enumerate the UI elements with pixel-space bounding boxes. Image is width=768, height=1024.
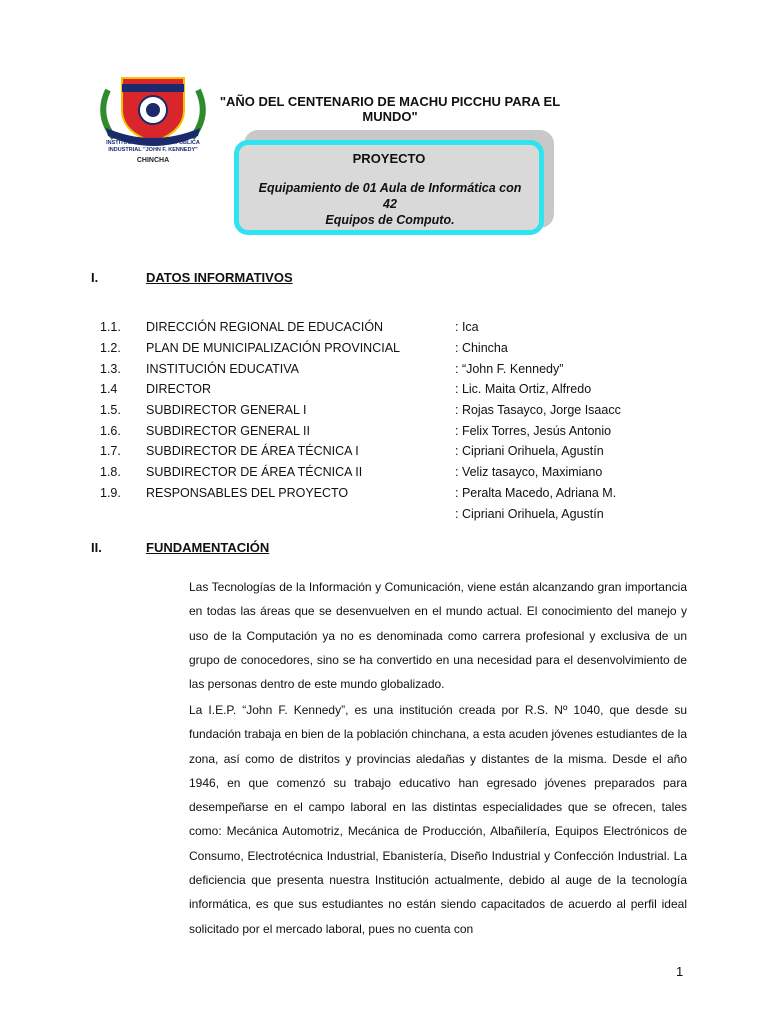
info-item-label: SUBDIRECTOR DE ÁREA TÉCNICA I [146, 444, 359, 458]
info-item-number: 1.3. [100, 362, 121, 376]
info-item [100, 465, 660, 485]
info-item-label: RESPONSABLES DEL PROYECTO [146, 486, 349, 500]
logo-caption-line1: INSTITUCIÓN EDUCATIVA PÚBLICA [106, 140, 200, 146]
info-item-value: : Rojas Tasayco, Jorge Isaacc [455, 403, 621, 417]
info-item-label: SUBDIRECTOR GENERAL II [146, 424, 310, 438]
info-item-value: : Veliz tasayco, Maximiano [455, 465, 603, 479]
info-item-label: PLAN DE MUNICIPALIZACIÓN PROVINCIAL [146, 341, 400, 355]
paragraph-1-text: Las Tecnologías de la Información y Comunicación, viene están alcanzando gran importancia en todas las áreas que se desenvuelven en el mundo actual. El conocimiento del manejo y uso de la Computación ya no es denominada como carrera profesional y exclusiva de un grupo de conocedores, sino se ha convertido en una necesidad para el desenvolvimiento de las personas dentro de este mundo globalizado. [189, 580, 687, 692]
logo-city: CHINCHA [136, 157, 170, 164]
section-2-number: II. [91, 540, 102, 555]
motto-heading: "AÑO DEL CENTENARIO DE MACHU PICCHU PARA EL MUNDO" [219, 94, 561, 124]
page-number: 1 [676, 964, 684, 979]
info-item [100, 362, 660, 382]
info-item-label: DIRECTOR [146, 382, 212, 396]
info-item-number: 1.1. [100, 320, 121, 334]
info-item-number: 1.7. [100, 444, 121, 458]
info-item [100, 320, 660, 340]
school-logo-icon [94, 70, 212, 170]
info-item-value: : Chincha [455, 341, 508, 355]
info-item-value: : Cipriani Orihuela, Agustín [455, 507, 604, 521]
info-item-value: : Felix Torres, Jesús Antonio [455, 424, 612, 438]
info-item-label: SUBDIRECTOR DE ÁREA TÉCNICA II [146, 465, 363, 479]
project-subtitle-line1: Equipamiento de 01 Aula de Informática con 42 [258, 181, 522, 211]
info-item [100, 424, 660, 444]
info-item-value: : Peralta Macedo, Adriana M. [455, 486, 617, 500]
info-item [100, 444, 660, 464]
info-item [100, 403, 660, 423]
section-1-number: I. [91, 270, 99, 285]
paragraph-2 [127, 698, 687, 941]
info-item [100, 507, 660, 527]
info-item [100, 341, 660, 361]
logo-caption [88, 140, 218, 154]
project-subtitle [250, 180, 530, 228]
project-subtitle-line2: Equipos de Computo. [325, 213, 455, 227]
info-item-value: : Ica [455, 320, 479, 334]
info-item-value: : Cipriani Orihuela, Agustín [455, 444, 604, 458]
info-item-number: 1.5. [100, 403, 121, 417]
info-item-value: : Lic. Maita Ortiz, Alfredo [455, 382, 592, 396]
info-item-number: 1.2. [100, 341, 121, 355]
project-title: PROYECTO [352, 151, 426, 166]
paragraph-2-text: La I.E.P. “John F. Kennedy”, es una institución creada por R.S. Nº 1040, que desde su fundación trabaja en bien de la población chinchana, a esta acuden jóvenes estudiantes de la zona, así como de distritos y provincias aledañas y distantes de la misma. Desde el año 1946, en que comenzó su trabajo educativo han egresado jóvenes preparados para desempeñarse en el campo laboral en las distintas especialidades que se ofrecen, tales como: Mecánica Automotriz, Mecánica de Producción, Albañilería, Equipos Electrónicos de Consumo, Electrotécnica Industrial, Ebanistería, Diseño Industrial y Confección Industrial. La deficiencia que presenta nuestra Institución actualmente, debido al auge de la tecnología informática, es que sus estudiantes no están siendo capacitados de acuerdo al perfil ideal solicitado por el mercado laboral, pues no cuenta con [189, 703, 687, 936]
logo-caption-line2: INDUSTRIAL "JOHN F. KENNEDY" [108, 147, 198, 153]
info-item-number: 1.4 [100, 382, 118, 396]
info-item-number: 1.6. [100, 424, 121, 438]
info-item-label: INSTITUCIÓN EDUCATIVA [146, 362, 300, 376]
info-item-number: 1.8. [100, 465, 121, 479]
section-1-title: DATOS INFORMATIVOS [146, 270, 293, 285]
paragraph-1 [127, 575, 687, 696]
section-2-title: FUNDAMENTACIÓN [146, 540, 270, 555]
info-item-value: : “John F. Kennedy” [455, 362, 564, 376]
info-item [100, 486, 660, 506]
info-item [100, 382, 660, 402]
info-item-label: SUBDIRECTOR GENERAL I [146, 403, 307, 417]
info-item-number: 1.9. [100, 486, 121, 500]
info-item-label: DIRECCIÓN REGIONAL DE EDUCACIÓN [146, 320, 384, 334]
